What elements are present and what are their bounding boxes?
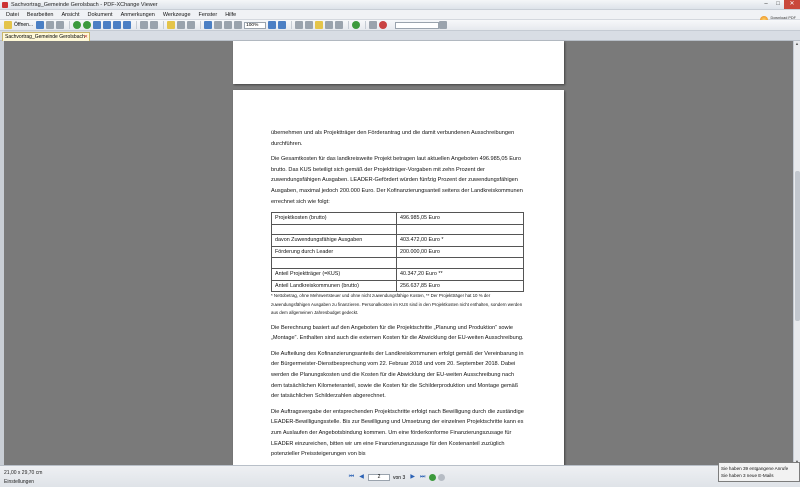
search-input[interactable] (395, 22, 439, 29)
table-cell (397, 258, 524, 269)
menu-fenster[interactable]: Fenster (198, 11, 218, 18)
previous-page-icon[interactable] (103, 21, 111, 29)
page-navigation (348, 474, 447, 481)
close-button[interactable]: ✕ (784, 0, 800, 9)
history-back-icon[interactable] (429, 474, 436, 481)
new-emails-text: Sie haben 3 neue E-Mails (721, 473, 774, 478)
window-controls (760, 0, 800, 10)
main-toolbar (0, 20, 800, 31)
menu-datei[interactable]: Datei (6, 11, 19, 18)
history-forward-icon[interactable] (438, 474, 445, 481)
status-bar (0, 465, 800, 487)
table-cell: 256.637,85 Euro (397, 280, 524, 292)
title-bar (0, 0, 800, 10)
menu-anmerkungen[interactable]: Anmerkungen (120, 11, 155, 18)
toolbar-separator (69, 21, 70, 29)
document-tab-bar (0, 31, 800, 41)
toolbar-separator (136, 21, 137, 29)
fit-page-icon[interactable] (214, 21, 222, 29)
table-row (272, 268, 524, 280)
scroll-up-icon[interactable]: ▲ (795, 41, 799, 46)
last-page-icon[interactable] (123, 21, 131, 29)
first-page-icon[interactable] (93, 21, 101, 29)
toolbar-separator (291, 21, 292, 29)
table-cell: Anteil Projektträger (=KUS) (272, 268, 397, 280)
zoom-out-icon[interactable] (268, 21, 276, 29)
open-button-label[interactable]: Öffnen... (14, 22, 34, 28)
select-text-icon[interactable] (177, 21, 185, 29)
next-page-button-icon[interactable]: ▶ (410, 474, 416, 480)
table-cell: davon Zuwendungsfähige Ausgaben (272, 235, 397, 247)
app-icon (2, 2, 8, 8)
table-cell (272, 224, 397, 235)
vertical-scrollbar[interactable] (793, 41, 800, 465)
forward-icon[interactable] (83, 21, 91, 29)
previous-page-button-icon[interactable]: ◀ (359, 474, 364, 480)
window-title: Sachvortrag_Gemeinde Gerolsbach - PDF-XChange Viewer (11, 2, 158, 8)
table-cell (272, 258, 397, 269)
table-cell: Anteil Landkreiskommunen (brutto) (272, 280, 397, 292)
table-cell: Förderung durch Leader (272, 246, 397, 258)
toolbar-separator (163, 21, 164, 29)
print-icon[interactable] (46, 21, 54, 29)
table-cell: 403.472,00 Euro * (397, 235, 524, 247)
table-footnote: * Nettobetrag, ohne Mehrwertsteuer und ohne nicht zuwendungsfähige Kosten, ** Der Projektträger hat 10 % der zuwendungsfähigen Ausgaben zu finanzieren. Personalkosten im KUS sind in den Projektkosten nicht enthalten, sondern werden aus dem allgemeinen Jahresbudget gedeckt. (271, 293, 523, 316)
last-page-button-icon[interactable]: ⏭ (420, 474, 426, 480)
toolbar-separator (365, 21, 366, 29)
menu-dokument[interactable]: Dokument (87, 11, 113, 18)
save-icon[interactable] (36, 21, 44, 29)
menu-bearbeiten[interactable]: Bearbeiten (26, 11, 54, 18)
first-page-button-icon[interactable]: ⏮ (348, 474, 355, 480)
hand-tool-icon[interactable] (167, 21, 175, 29)
paragraph-1: übernehmen und als Projektträger den Förderantrag und die damit verbundenen Ausschreibungen durchführen. (271, 130, 515, 147)
zoom-level-input[interactable]: 100% (244, 22, 266, 29)
table-row (272, 246, 524, 258)
email-icon[interactable] (56, 21, 64, 29)
comment-icon[interactable] (305, 21, 313, 29)
table-cell: 496.985,05 Euro (397, 213, 524, 225)
table-cell: 40.347,20 Euro ** (397, 268, 524, 280)
paragraph-4: Die Aufteilung des Kofinanzierungsanteils der Landkreiskommunen erfolgt gemäß der Vereinbarung in der Bürgermeister-Dienstbesprechung vom 22. Februar 2018 und vom 20. September 2018. Dabei werden die Planungskosten und die Kosten für die Abwicklung der EU-weiten Ausschreibung nach dem tatsächlichen Kilometeranteil, sowie die Kosten für die Schilderproduktion und Montage gemäß der tatsächlichen Schilderzahlen abgerechnet. (271, 350, 524, 400)
snapshot-icon[interactable] (187, 21, 195, 29)
table-cell: 200.000,00 Euro (397, 246, 524, 258)
tab-close-icon[interactable]: ✕ (83, 34, 88, 40)
zoom-dropdown-icon[interactable] (278, 21, 286, 29)
document-page-2 (233, 90, 564, 468)
page-size-label: 21,00 x 29,70 cm (4, 470, 43, 476)
table-row (272, 258, 524, 269)
settings-dropdown[interactable]: Einstellungen (4, 479, 35, 485)
toolbar-separator (348, 21, 349, 29)
download-tools-label: Download PDF (770, 15, 796, 20)
tab-sachvortrag[interactable] (2, 32, 90, 41)
table-row (272, 235, 524, 247)
document-content (271, 128, 524, 465)
menu-bar (0, 10, 800, 20)
actual-size-icon[interactable] (234, 21, 242, 29)
minimize-button[interactable]: – (764, 1, 768, 7)
zoom-in-icon[interactable] (204, 21, 212, 29)
cost-table (271, 212, 524, 292)
menu-ansicht[interactable]: Ansicht (61, 11, 80, 18)
back-icon[interactable] (73, 21, 81, 29)
side-panel-collapsed[interactable] (0, 41, 4, 465)
tab-label: Sachvortrag_Gemeinde Gerolsbach (5, 34, 85, 40)
table-cell (397, 224, 524, 235)
paragraph-5: Die Auftragsvergabe der entsprechenden Projektschritte erfolgt nach Bewilligung durch die zuständige LEADER-Bewilligungsstelle. Bis zur Bewilligung und Umsetzung der einzelnen Projektschritte kann es zum Auslaufen der Angebotsbindung kommen. Um eine förderkonforme Finanzierungszusage für LEADER einzureichen, bitten wir um eine Finanzierungszusage für den Kostenanteil zuzüglich potenzieller Preissteigerungen von bis (271, 408, 524, 458)
open-folder-icon[interactable] (4, 21, 12, 29)
rotate-left-icon[interactable] (140, 21, 148, 29)
menu-werkzeuge[interactable]: Werkzeuge (162, 11, 191, 18)
toolbar-separator (200, 21, 201, 29)
table-cell: Projektkosten (brutto) (272, 213, 397, 225)
table-row (272, 224, 524, 235)
ocr-icon[interactable] (379, 21, 387, 29)
rotate-right-icon[interactable] (150, 21, 158, 29)
sticky-note-icon[interactable] (315, 21, 323, 29)
missed-calls-text: Sie haben 39 entgangene Anrufe (721, 466, 789, 471)
menu-hilfe[interactable]: Hilfe (225, 11, 237, 18)
highlight-icon[interactable] (325, 21, 333, 29)
notification-popup[interactable] (718, 462, 800, 482)
search-icon[interactable] (369, 21, 377, 29)
add-icon[interactable] (352, 21, 360, 29)
fit-width-icon[interactable] (224, 21, 232, 29)
search-options-icon[interactable] (439, 21, 447, 29)
document-page-1 (233, 41, 564, 84)
paragraph-3: Die Berechnung basiert auf den Angeboten für die Projektschritte „Planung und Produktion“ sowie „Montage“. Enthalten sind auch die externen Kosten für die Abwicklung der EU-weiten Ausschreibung. (271, 324, 524, 342)
stamp-icon[interactable] (335, 21, 343, 29)
next-page-icon[interactable] (113, 21, 121, 29)
table-row (272, 280, 524, 292)
current-page-input[interactable]: 2 (368, 474, 390, 481)
scrollbar-thumb[interactable] (795, 171, 800, 321)
page-count-label: von 3 (393, 474, 406, 481)
table-row (272, 213, 524, 225)
paragraph-2: Die Gesamtkosten für das landkreisweite Projekt betragen laut aktuellen Angeboten 496.985,05 Euro brutto. Das KUS beteiligt sich gemäß der Projektträger-Vorgaben mit zehn Prozent der zuwendungsfähigen Ausgaben. LEADER-Gefördert würden fünfzig Prozent der zuwendungsfähigen Ausgaben, maximal jedoch 200.000 Euro. Der Kofinanzierungsanteil seitens der Landkreiskommunen errechnet sich wie folgt: (271, 156, 523, 205)
maximize-button[interactable]: □ (776, 1, 780, 7)
typewriter-icon[interactable] (295, 21, 303, 29)
